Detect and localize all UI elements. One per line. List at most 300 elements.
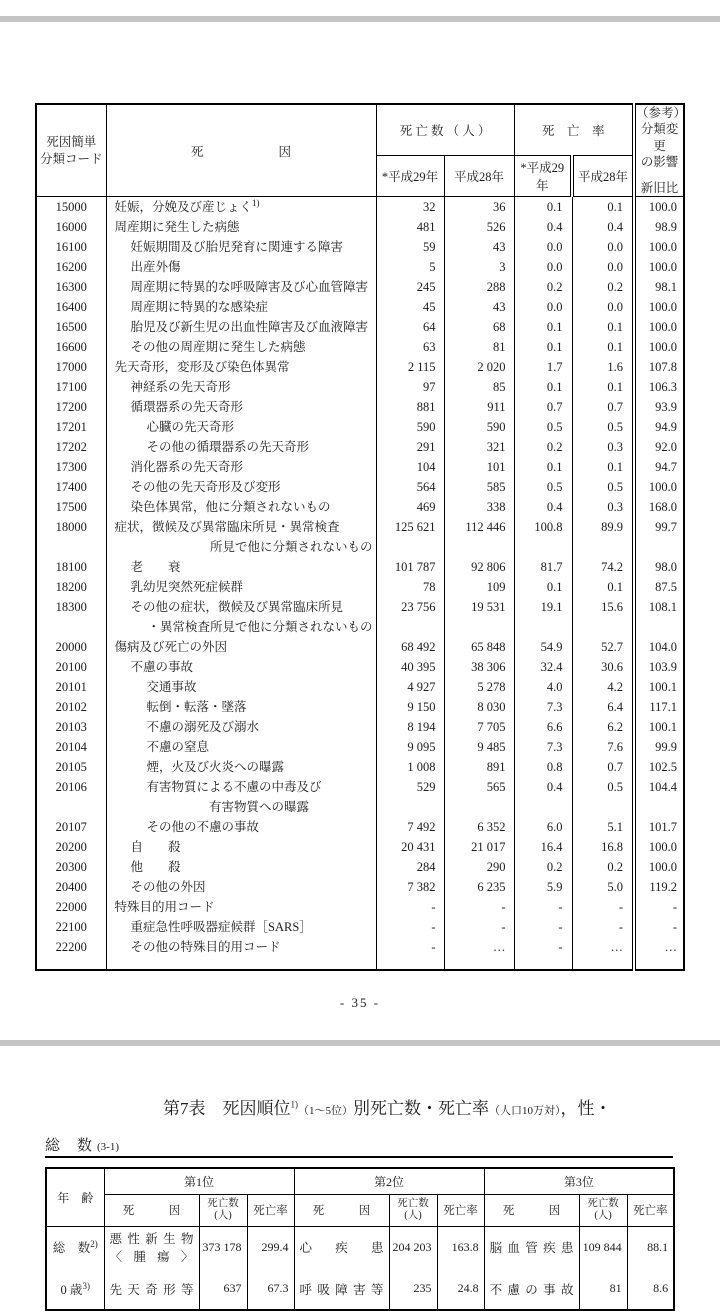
- rate-2017-value: 0.1: [514, 317, 572, 337]
- deaths-header: 死亡数 (人): [389, 1194, 437, 1226]
- rate-2017-value: 16.4: [514, 837, 572, 857]
- rate-2016-value: 89.9: [572, 517, 634, 557]
- deaths-header: 死亡数 (人): [579, 1194, 627, 1226]
- deaths-2017-value: 5: [376, 257, 444, 277]
- cause-line1: 心臓の先天奇形: [146, 420, 235, 435]
- cause-code: 16100: [36, 237, 106, 257]
- table-row: [36, 837, 684, 857]
- cause-line1: 煙，火及び火炎への曝露: [146, 760, 285, 775]
- deaths-2017-value: 23 756: [376, 597, 444, 637]
- old-new-ratio-value: 100.0: [634, 257, 684, 277]
- old-new-ratio-value: 100.1: [634, 717, 684, 737]
- filler-cell: [514, 957, 572, 970]
- rate-2017-value: 0.5: [514, 417, 572, 437]
- rate-2017-value: 7.3: [514, 697, 572, 717]
- deaths-2016-value: 21 017: [444, 837, 514, 857]
- rate-2017-value: -: [514, 917, 572, 937]
- age-column-header: 年 齢: [46, 1168, 104, 1226]
- table-row: [36, 677, 684, 697]
- rate-2017-value: 19.1: [514, 597, 572, 637]
- rate-2016-value: 0.4: [572, 217, 634, 237]
- deaths-2017-value: 4 927: [376, 677, 444, 697]
- cause-line1: 周産期に特異的な感染症: [130, 300, 269, 315]
- cause-name: [106, 677, 376, 697]
- cause-line1: 自 殺: [130, 840, 181, 855]
- rate-2016-value: 0.3: [572, 437, 634, 457]
- cause-name: [106, 317, 376, 337]
- rank2-cause: 心 疾 患: [294, 1226, 389, 1268]
- old-new-ratio-value: 100.0: [634, 337, 684, 357]
- cause-code: 20400: [36, 877, 106, 897]
- cause-code: 20200: [36, 837, 106, 857]
- rate-2016-value: 0.1: [572, 337, 634, 357]
- deaths-2016-value: 911: [444, 397, 514, 417]
- deaths-2016-value: 85: [444, 377, 514, 397]
- cause-code: 22200: [36, 937, 106, 957]
- deaths-2017-header: *平成29年: [376, 155, 444, 196]
- cause-line1: 神経系の先天奇形: [130, 380, 231, 395]
- table-row: [36, 457, 684, 477]
- rate-2017-value: 1.7: [514, 357, 572, 377]
- rank3-rate: 8.6: [627, 1268, 674, 1310]
- cause-header: 死 因: [484, 1194, 579, 1226]
- old-new-ratio-value: 98.9: [634, 217, 684, 237]
- filler-cell: [444, 957, 514, 970]
- deaths-2017-value: -: [376, 897, 444, 917]
- cause-line1: 症状，徴候及び異常臨床所見・異常検査: [114, 520, 340, 535]
- rate-2017-value: 0.4: [514, 497, 572, 517]
- cause-code: 20101: [36, 677, 106, 697]
- rate-2017-value: 0.1: [514, 457, 572, 477]
- rank3-rate: 88.1: [627, 1226, 674, 1268]
- deaths-2016-value: 3: [444, 257, 514, 277]
- cause-code: 16300: [36, 277, 106, 297]
- cause-header: 死 因: [104, 1194, 199, 1226]
- deaths-2016-value: 9 485: [444, 737, 514, 757]
- cause-code: 20105: [36, 757, 106, 777]
- cause-code: 17300: [36, 457, 106, 477]
- rank2-rate: 24.8: [437, 1268, 484, 1310]
- rate-header: 死亡率: [627, 1194, 674, 1226]
- cause-line2: ・異常検査所見で他に分類されないもの: [147, 620, 373, 635]
- cause-name: [106, 657, 376, 677]
- deaths-2017-value: 7 492: [376, 817, 444, 837]
- cause-code: 22000: [36, 897, 106, 917]
- old-new-ratio-value: 94.9: [634, 417, 684, 437]
- deaths-2016-value: 112 446: [444, 517, 514, 557]
- filler-row: [36, 957, 684, 970]
- rate-2016-value: 0.1: [572, 577, 634, 597]
- deaths-2016-value: 321: [444, 437, 514, 457]
- rank3-cause: 脳 血 管 疾 患: [484, 1226, 579, 1268]
- deaths-2016-value: 43: [444, 297, 514, 317]
- deaths-2016-value: 288: [444, 277, 514, 297]
- rank-table: [45, 1167, 675, 1311]
- cause-header: 死 因: [294, 1194, 389, 1226]
- deaths-2016-value: 36: [444, 197, 514, 218]
- table-row: [36, 257, 684, 277]
- old-new-ratio-value: 117.1: [634, 697, 684, 717]
- deaths-2017-value: 291: [376, 437, 444, 457]
- rank2-rate: 163.8: [437, 1226, 484, 1268]
- rate-2016-value: 0.2: [572, 857, 634, 877]
- rate-2016-value: -: [572, 917, 634, 937]
- table-row: [36, 657, 684, 677]
- old-new-ratio-value: 100.1: [634, 677, 684, 697]
- old-new-ratio-value: 100.0: [634, 837, 684, 857]
- rate-2016-value: 0.1: [572, 457, 634, 477]
- table-row: [36, 857, 684, 877]
- table-row: [36, 237, 684, 257]
- rank-row-age0: [46, 1268, 674, 1310]
- table-row: [36, 817, 684, 837]
- deaths-2017-value: 101 787: [376, 557, 444, 577]
- cause-code: 20000: [36, 637, 106, 657]
- cause-code: 18200: [36, 577, 106, 597]
- cause-name: [106, 697, 376, 717]
- deaths-2016-value: 526: [444, 217, 514, 237]
- rank1-deaths: 373 178: [199, 1226, 247, 1268]
- deaths-2016-value: 43: [444, 237, 514, 257]
- cause-line1: 胎児及び新生児の出血性障害及び血液障害: [130, 320, 369, 335]
- rank1-rate: 67.3: [247, 1268, 294, 1310]
- cause-line1: 循環器系の先天奇形: [130, 400, 244, 415]
- deaths-2016-value: 585: [444, 477, 514, 497]
- rate-2016-value: 0.3: [572, 497, 634, 517]
- old-new-ratio-value: 87.5: [634, 577, 684, 597]
- rate-2016-value: 0.7: [572, 757, 634, 777]
- deaths-2017-value: 63: [376, 337, 444, 357]
- cause-name: [106, 817, 376, 837]
- cause-name: [106, 377, 376, 397]
- cause-code: 18100: [36, 557, 106, 577]
- deaths-2017-value: 68 492: [376, 637, 444, 657]
- page-separator-top: [0, 16, 720, 22]
- cause-name: [106, 417, 376, 437]
- old-new-ratio-value: -: [634, 917, 684, 937]
- cause-line2: 有害物質への曝露: [208, 800, 309, 815]
- deaths-2017-value: 590: [376, 417, 444, 437]
- old-new-ratio-value: 103.9: [634, 657, 684, 677]
- t1-body: [36, 197, 684, 958]
- table-row: [36, 357, 684, 377]
- deaths-2017-value: -: [376, 937, 444, 957]
- cause-code: 16000: [36, 217, 106, 237]
- deaths-2016-value: 590: [444, 417, 514, 437]
- deaths-2017-value: 564: [376, 477, 444, 497]
- deaths-2016-value: 338: [444, 497, 514, 517]
- old-new-ratio-value: 100.0: [634, 297, 684, 317]
- rate-2017-value: 0.5: [514, 477, 572, 497]
- table-row: [36, 437, 684, 457]
- deaths-header: 死亡数 (人): [199, 1194, 247, 1226]
- deaths-2016-value: 7 705: [444, 717, 514, 737]
- deaths-2016-value: 68: [444, 317, 514, 337]
- cause-line1: 妊娠，分娩及び産じょく$^{1)}$: [114, 198, 260, 215]
- table-row: [36, 337, 684, 357]
- deaths-2016-value: 565: [444, 777, 514, 817]
- old-new-ratio-value: 102.5: [634, 757, 684, 777]
- deaths-2016-value: 109: [444, 577, 514, 597]
- old-new-ratio-value: 98.0: [634, 557, 684, 577]
- deaths-2016-value: 290: [444, 857, 514, 877]
- cause-line1: 出産外傷: [130, 260, 181, 275]
- rate-2017-value: 0.2: [514, 857, 572, 877]
- rank2-deaths: 204 203: [389, 1226, 437, 1268]
- table-row: [36, 877, 684, 897]
- deaths-2017-value: 284: [376, 857, 444, 877]
- rate-2016-value: 0.5: [572, 417, 634, 437]
- rate-2017-value: 0.4: [514, 777, 572, 817]
- cause-line1: 交通事故: [146, 680, 197, 695]
- cause-line1: 不慮の溺死及び溺水: [146, 720, 260, 735]
- cause-code: 18300: [36, 597, 106, 637]
- old-new-ratio-value: 104.0: [634, 637, 684, 657]
- rank1-deaths: 637: [199, 1268, 247, 1310]
- rate-2016-header: 平成28年: [572, 155, 634, 196]
- cause-name: [106, 897, 376, 917]
- cause-line1: 消化器系の先天奇形: [130, 460, 244, 475]
- cause-name: [106, 257, 376, 277]
- rate-2016-value: -: [572, 897, 634, 917]
- rate-2017-value: 100.8: [514, 517, 572, 557]
- rate-header: 死亡率: [247, 1194, 294, 1226]
- old-new-ratio-value: -: [634, 897, 684, 917]
- cause-code: 16500: [36, 317, 106, 337]
- table-row: [36, 477, 684, 497]
- rate-2016-value: 5.1: [572, 817, 634, 837]
- footnote-marker: 1): [290, 1099, 298, 1110]
- deaths-2017-value: 125 621: [376, 517, 444, 557]
- rate-2017-value: -: [514, 937, 572, 957]
- old-new-ratio-value: 93.9: [634, 397, 684, 417]
- cause-line1: 老 衰: [130, 560, 181, 575]
- table-row: [36, 197, 684, 218]
- old-new-ratio-value: …: [634, 937, 684, 957]
- rate-2017-value: 6.6: [514, 717, 572, 737]
- rate-2016-value: 4.2: [572, 677, 634, 697]
- cause-line2: 所見で他に分類されないもの: [209, 540, 373, 555]
- filler-cell: [376, 957, 444, 970]
- deaths-2016-value: 5 278: [444, 677, 514, 697]
- rate-2016-value: 5.0: [572, 877, 634, 897]
- page-number: - 35 -: [339, 995, 381, 1010]
- rate-2016-value: 74.2: [572, 557, 634, 577]
- table-row: [36, 777, 684, 817]
- rate-2017-value: 6.0: [514, 817, 572, 837]
- rate-2017-value: -: [514, 897, 572, 917]
- cause-code: 20103: [36, 717, 106, 737]
- rate-2017-header: *平成29年: [514, 155, 572, 196]
- cause-name: [106, 477, 376, 497]
- page-separator-middle: [0, 1040, 720, 1046]
- deaths-2016-value: 92 806: [444, 557, 514, 577]
- cause-line1: 妊娠期間及び胎児発育に関連する障害: [130, 240, 344, 255]
- cause-name: [106, 517, 376, 557]
- deaths-2017-value: 245: [376, 277, 444, 297]
- rank3-header: 第3位: [484, 1168, 674, 1194]
- old-new-ratio-value: 104.4: [634, 777, 684, 817]
- code-column-header: 死因簡単 分類コード: [36, 104, 106, 197]
- cause-code: 20300: [36, 857, 106, 877]
- rate-2016-value: 0.5: [572, 777, 634, 817]
- rate-2016-value: 0.0: [572, 257, 634, 277]
- cause-line1: 重症急性呼吸器症候群［SARS］: [130, 920, 312, 935]
- cause-name: [106, 197, 376, 218]
- rank1-cause: 先 天 奇 形 等: [104, 1268, 199, 1310]
- cause-line1: 先天奇形，変形及び染色体異常: [114, 360, 290, 375]
- cause-line1: 有害物質による不慮の中毒及び: [146, 780, 322, 795]
- rate-2016-value: 30.6: [572, 657, 634, 677]
- cause-name: [106, 577, 376, 597]
- table-row: [36, 497, 684, 517]
- deaths-2016-value: 6 235: [444, 877, 514, 897]
- rate-2017-value: 4.0: [514, 677, 572, 697]
- cause-name: [106, 717, 376, 737]
- cause-line1: その他の周産期に発生した病態: [130, 340, 306, 355]
- cause-name: [106, 737, 376, 757]
- cause-line1: 特殊目的用コード: [114, 900, 215, 915]
- cause-code: 22100: [36, 917, 106, 937]
- deaths-2017-value: 32: [376, 197, 444, 218]
- rate-2017-value: 0.1: [514, 577, 572, 597]
- cause-name: [106, 937, 376, 957]
- deaths-2017-value: 9 150: [376, 697, 444, 717]
- deaths-group-header: 死 亡 数 （ 人 ）: [376, 104, 514, 155]
- deaths-2017-value: 7 382: [376, 877, 444, 897]
- cause-code: 17500: [36, 497, 106, 517]
- rate-2017-value: 5.9: [514, 877, 572, 897]
- cause-line1: その他の特殊目的用コード: [130, 940, 281, 955]
- rate-2017-value: 0.0: [514, 237, 572, 257]
- rate-2017-value: 0.0: [514, 257, 572, 277]
- cause-name: [106, 597, 376, 637]
- old-new-ratio-header: 新旧比: [640, 181, 679, 195]
- deaths-2017-value: 1 008: [376, 757, 444, 777]
- cause-name: [106, 497, 376, 517]
- cause-code: 20100: [36, 657, 106, 677]
- deaths-2016-value: 101: [444, 457, 514, 477]
- cause-code: 17200: [36, 397, 106, 417]
- old-new-ratio-value: 100.0: [634, 237, 684, 257]
- cause-name: [106, 297, 376, 317]
- cause-line1: その他の外因: [130, 880, 206, 895]
- deaths-2016-value: -: [444, 917, 514, 937]
- cause-column-header: 死 因: [106, 104, 376, 197]
- cause-code: 20107: [36, 817, 106, 837]
- table-row: [36, 217, 684, 237]
- deaths-2017-value: 40 395: [376, 657, 444, 677]
- rate-2016-value: 0.7: [572, 397, 634, 417]
- cause-name: [106, 637, 376, 657]
- old-new-ratio-value: 100.0: [634, 477, 684, 497]
- filler-cell: [106, 957, 376, 970]
- cause-line1: その他の不慮の事故: [146, 820, 260, 835]
- rank2-cause: 呼 吸 障 害 等: [294, 1268, 389, 1310]
- cause-of-death-table: [35, 103, 685, 971]
- cause-name: [106, 837, 376, 857]
- cause-name: [106, 857, 376, 877]
- rank3-cause: 不 慮 の 事 故: [484, 1268, 579, 1310]
- deaths-2017-value: 20 431: [376, 837, 444, 857]
- cause-line1: その他の症状，徴候及び異常臨床所見: [130, 600, 344, 615]
- deaths-2017-value: 97: [376, 377, 444, 397]
- cause-line1: 周産期に発生した病態: [114, 220, 240, 235]
- rate-2017-value: 0.2: [514, 437, 572, 457]
- cause-code: 20102: [36, 697, 106, 717]
- cause-name: [106, 917, 376, 937]
- deaths-2017-value: 45: [376, 297, 444, 317]
- deaths-2016-value: …: [444, 937, 514, 957]
- cause-name: [106, 397, 376, 417]
- rate-2016-value: …: [572, 937, 634, 957]
- old-new-ratio-value: 100.0: [634, 197, 684, 218]
- rate-header: 死亡率: [437, 1194, 484, 1226]
- cause-code: 16400: [36, 297, 106, 317]
- table-row: [36, 897, 684, 917]
- cause-code: 17201: [36, 417, 106, 437]
- footnote-marker: 1): [252, 198, 260, 209]
- rank2-deaths: 235: [389, 1268, 437, 1310]
- rate-2017-value: 81.7: [514, 557, 572, 577]
- old-new-ratio-value: 99.7: [634, 517, 684, 557]
- age-label: 総 数$^{2)}$: [46, 1226, 104, 1268]
- cause-name: [106, 437, 376, 457]
- rank1-header: 第1位: [104, 1168, 294, 1194]
- rate-2016-value: 0.1: [572, 197, 634, 218]
- old-new-ratio-value: 101.7: [634, 817, 684, 837]
- deaths-2016-value: 38 306: [444, 657, 514, 677]
- cause-name: [106, 457, 376, 477]
- rate-2016-value: 0.1: [572, 317, 634, 337]
- rate-2017-value: 32.4: [514, 657, 572, 677]
- deaths-2016-value: 891: [444, 757, 514, 777]
- table-row: [36, 277, 684, 297]
- cause-code: 16200: [36, 257, 106, 277]
- cause-code: 17000: [36, 357, 106, 377]
- rate-2017-value: 0.1: [514, 377, 572, 397]
- rate-2017-value: 0.1: [514, 337, 572, 357]
- cause-line1: 不慮の窒息: [146, 740, 210, 755]
- old-new-ratio-value: 119.2: [634, 877, 684, 897]
- filler-cell: [572, 957, 634, 970]
- cause-code: 17400: [36, 477, 106, 497]
- table-row: [36, 737, 684, 757]
- rate-2017-value: 0.1: [514, 197, 572, 218]
- cause-line1: 染色体異常，他に分類されないもの: [130, 500, 331, 515]
- rate-2016-value: 16.8: [572, 837, 634, 857]
- table-row: [36, 597, 684, 637]
- cause-line1: 乳幼児突然死症候群: [130, 580, 244, 595]
- cause-code: 20106: [36, 777, 106, 817]
- cause-line1: 不慮の事故: [130, 660, 194, 675]
- cause-name: [106, 757, 376, 777]
- cause-line1: その他の循環器系の先天奇形: [146, 440, 310, 455]
- cause-name: [106, 357, 376, 377]
- age-label: 0 歳$^{3)}$: [46, 1268, 104, 1310]
- cause-name: [106, 217, 376, 237]
- deaths-2017-value: 64: [376, 317, 444, 337]
- rate-2016-value: 6.4: [572, 697, 634, 717]
- filler-cell: [36, 957, 106, 970]
- deaths-2017-value: 529: [376, 777, 444, 817]
- rate-2017-value: 0.4: [514, 217, 572, 237]
- table-row: [36, 757, 684, 777]
- table-row: [36, 397, 684, 417]
- table-row: [36, 717, 684, 737]
- rank3-deaths: 109 844: [579, 1226, 627, 1268]
- old-new-ratio-value: 107.8: [634, 357, 684, 377]
